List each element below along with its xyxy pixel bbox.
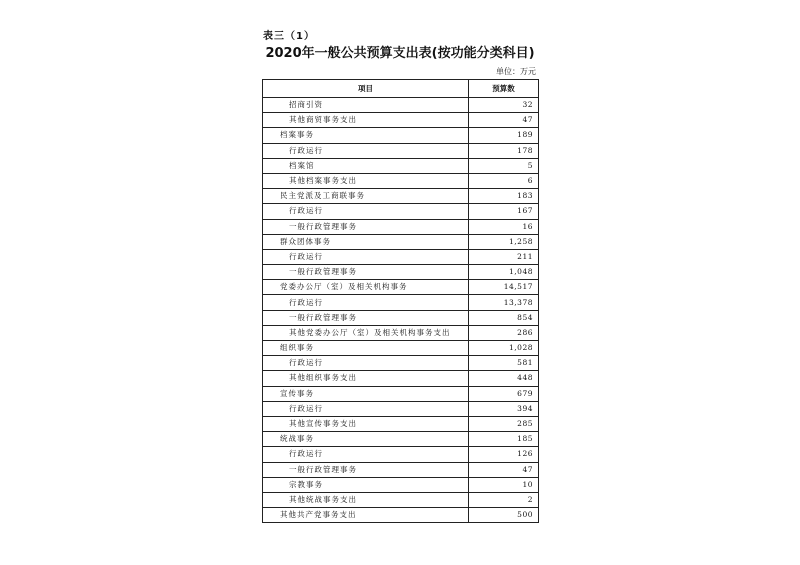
table-row — [263, 508, 539, 523]
row-budget-value: 47 — [469, 462, 539, 477]
table-row — [263, 432, 539, 447]
table-row — [263, 204, 539, 219]
table-row — [263, 477, 539, 492]
row-budget-value: 13,378 — [469, 295, 539, 310]
table-row — [263, 401, 539, 416]
row-budget-value: 14,517 — [469, 280, 539, 295]
row-item-name: 一般行政管理事务 — [263, 462, 469, 477]
table-row — [263, 325, 539, 340]
row-budget-value: 500 — [469, 508, 539, 523]
row-item-name: 招商引资 — [263, 98, 469, 113]
row-item-name: 民主党派及工商联事务 — [263, 189, 469, 204]
column-header-budget: 预算数 — [469, 80, 539, 98]
sheet-label: 表三（1） — [263, 31, 315, 42]
row-item-name: 行政运行 — [263, 295, 469, 310]
table-row — [263, 356, 539, 371]
row-budget-value: 285 — [469, 416, 539, 431]
row-item-name: 行政运行 — [263, 249, 469, 264]
column-header-item: 项目 — [263, 80, 469, 98]
table-row — [263, 341, 539, 356]
row-item-name: 其他统战事务支出 — [263, 492, 469, 507]
row-budget-value: 286 — [469, 325, 539, 340]
row-item-name: 其他宣传事务支出 — [263, 416, 469, 431]
row-budget-value: 167 — [469, 204, 539, 219]
table-row — [263, 310, 539, 325]
row-item-name: 一般行政管理事务 — [263, 219, 469, 234]
row-item-name: 其他档案事务支出 — [263, 173, 469, 188]
row-budget-value: 178 — [469, 143, 539, 158]
row-budget-value: 2 — [469, 492, 539, 507]
table-row — [263, 219, 539, 234]
table-row — [263, 371, 539, 386]
table-row — [263, 98, 539, 113]
row-budget-value: 32 — [469, 98, 539, 113]
row-budget-value: 6 — [469, 173, 539, 188]
table-row — [263, 280, 539, 295]
budget-table — [262, 79, 539, 523]
table-row — [263, 128, 539, 143]
row-item-name: 其他党委办公厅（室）及相关机构事务支出 — [263, 325, 469, 340]
row-item-name: 党委办公厅（室）及相关机构事务 — [263, 280, 469, 295]
row-item-name: 一般行政管理事务 — [263, 310, 469, 325]
row-item-name: 其他组织事务支出 — [263, 371, 469, 386]
row-budget-value: 581 — [469, 356, 539, 371]
table-row — [263, 113, 539, 128]
row-budget-value: 10 — [469, 477, 539, 492]
row-item-name: 行政运行 — [263, 356, 469, 371]
row-item-name: 其他商贸事务支出 — [263, 113, 469, 128]
row-item-name: 行政运行 — [263, 204, 469, 219]
table-row — [263, 143, 539, 158]
row-item-name: 档案事务 — [263, 128, 469, 143]
row-item-name: 统战事务 — [263, 432, 469, 447]
row-budget-value: 183 — [469, 189, 539, 204]
row-budget-value: 1,258 — [469, 234, 539, 249]
row-item-name: 行政运行 — [263, 447, 469, 462]
row-item-name: 组织事务 — [263, 341, 469, 356]
row-budget-value: 854 — [469, 310, 539, 325]
row-item-name: 行政运行 — [263, 401, 469, 416]
table-row — [263, 189, 539, 204]
table-row — [263, 462, 539, 477]
table-body — [263, 98, 539, 523]
row-item-name: 宗教事务 — [263, 477, 469, 492]
row-budget-value: 679 — [469, 386, 539, 401]
table-row — [263, 158, 539, 173]
row-item-name: 行政运行 — [263, 143, 469, 158]
row-budget-value: 5 — [469, 158, 539, 173]
row-item-name: 其他共产党事务支出 — [263, 508, 469, 523]
row-budget-value: 211 — [469, 249, 539, 264]
table-row — [263, 249, 539, 264]
table-header-row — [263, 80, 539, 98]
table-row — [263, 265, 539, 280]
table-row — [263, 447, 539, 462]
row-budget-value: 1,028 — [469, 341, 539, 356]
row-budget-value: 189 — [469, 128, 539, 143]
row-item-name: 群众团体事务 — [263, 234, 469, 249]
row-budget-value: 47 — [469, 113, 539, 128]
table-row — [263, 416, 539, 431]
row-budget-value: 1,048 — [469, 265, 539, 280]
table-row — [263, 295, 539, 310]
unit-label: 单位：万元 — [496, 67, 536, 76]
row-budget-value: 394 — [469, 401, 539, 416]
table-row — [263, 173, 539, 188]
table-row — [263, 234, 539, 249]
row-item-name: 一般行政管理事务 — [263, 265, 469, 280]
row-budget-value: 185 — [469, 432, 539, 447]
row-budget-value: 16 — [469, 219, 539, 234]
row-item-name: 宣传事务 — [263, 386, 469, 401]
row-budget-value: 126 — [469, 447, 539, 462]
table-row — [263, 492, 539, 507]
row-budget-value: 448 — [469, 371, 539, 386]
row-item-name: 档案馆 — [263, 158, 469, 173]
document-title: 2020年一般公共预算支出表(按功能分类科目) — [265, 46, 535, 61]
table-row — [263, 386, 539, 401]
